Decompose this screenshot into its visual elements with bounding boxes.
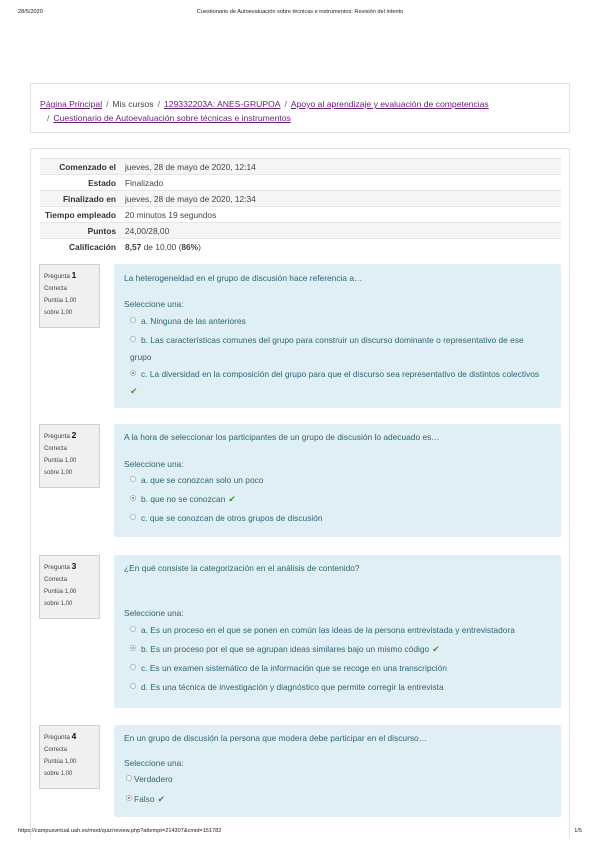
breadcrumb-container <box>30 83 570 133</box>
answer-option[interactable] <box>130 622 551 639</box>
answer-prompt: Seleccione una: <box>124 459 184 469</box>
question-text: A la hora de seleccionar los participantes de un grupo de discusión lo adecuado es… <box>124 432 440 442</box>
check-icon: ✔ <box>157 794 166 804</box>
question-info-4 <box>39 725 100 789</box>
breadcrumb-separator: / <box>157 99 160 109</box>
summary-label: Calificación <box>40 239 122 255</box>
question-content-1 <box>114 264 561 408</box>
question-content-4 <box>114 725 561 817</box>
print-url: https://campusvirtual.uah.es/mod/quiz/review.php?attempt=214307&cmid=151782 <box>18 828 222 834</box>
question-label: Pregunta <box>44 564 70 571</box>
question-content-2 <box>114 424 561 537</box>
question-info-2 <box>39 424 100 488</box>
answer-text: b. Las características comunes del grupo para construir un discurso dominante o representativo de ese <box>141 335 524 345</box>
check-icon: ✔ <box>432 644 440 654</box>
question-text: En un grupo de discusión la persona que modera debe participar en el discurso… <box>124 733 428 743</box>
summary-value: jueves, 28 de mayo de 2020, 12:14 <box>122 159 561 175</box>
question-label: Pregunta <box>44 273 70 280</box>
print-page-number: 1/5 <box>574 828 582 834</box>
answer-prompt: Seleccione una: <box>124 758 184 768</box>
answer-prompt: Seleccione una: <box>124 608 184 618</box>
question-info-1 <box>39 264 100 328</box>
answer-prompt: Seleccione una: <box>124 299 184 309</box>
answer-text: d. Es una técnica de investigación y diagnóstico que permite corregir la entrevista <box>141 682 444 692</box>
breadcrumb <box>40 97 561 125</box>
check-icon: ✔ <box>228 494 236 504</box>
radio-button[interactable] <box>130 683 136 689</box>
question-score: Puntúa 1,00 <box>44 589 77 595</box>
question-max: sobre 1,00 <box>44 470 73 476</box>
breadcrumb-section-link[interactable]: Apoyo al aprendizaje y evaluación de competencias <box>290 99 489 109</box>
question-text: La heterogeneidad en el grupo de discusión hace referencia a… <box>124 273 363 283</box>
check-icon: ✔ <box>130 386 138 396</box>
quiz-review <box>30 148 570 838</box>
answer-option[interactable] <box>130 679 551 696</box>
question-max: sobre 1,00 <box>44 771 73 777</box>
answer-text: Falso <box>134 794 155 804</box>
grade-max: de 10,00 ( <box>141 241 182 252</box>
answer-text: Verdadero <box>134 774 173 784</box>
answer-option[interactable] <box>130 332 551 366</box>
grade-score: 8,57 <box>125 241 142 252</box>
summary-label: Comenzado el <box>40 159 122 175</box>
summary-value: Finalizado <box>122 175 561 191</box>
radio-button-selected[interactable] <box>126 795 132 801</box>
grade-close: ) <box>198 241 201 252</box>
radio-button-selected[interactable] <box>130 495 136 501</box>
summary-value: 20 minutos 19 segundos <box>122 207 561 223</box>
radio-button[interactable] <box>130 317 136 323</box>
radio-button-selected[interactable] <box>130 370 136 376</box>
radio-button-selected[interactable] <box>130 645 136 651</box>
grade-percent: 86% <box>181 241 199 252</box>
question-state: Correcta <box>44 747 68 753</box>
radio-button[interactable] <box>130 476 136 482</box>
answer-text: b. Es un proceso por el que se agrupan ideas similares bajo un mismo código <box>141 644 430 654</box>
summary-row-grade <box>40 239 561 255</box>
summary-value: 24,00/28,00 <box>122 223 561 239</box>
question-score: Puntúa 1,00 <box>44 759 77 765</box>
summary-row-state <box>40 175 561 191</box>
summary-label: Tiempo empleado <box>40 207 122 223</box>
print-title: Cuestionario de Autoevaluación sobre técnicas e instrumentos: Revisión del intento <box>196 9 404 15</box>
question-max: sobre 1,00 <box>44 310 73 316</box>
question-score: Puntúa 1,00 <box>44 298 77 304</box>
breadcrumb-my-courses: Mis cursos <box>112 99 154 109</box>
breadcrumb-home-link[interactable]: Página Principal <box>40 99 103 109</box>
answer-text: a. Es un proceso en el que se ponen en común las ideas de la persona entrevistada y entrevistadora <box>141 625 515 635</box>
summary-label: Estado <box>40 175 122 191</box>
answer-text: c. La diversidad en la composición del grupo para que el discurso sea representativo de distintos colectivos <box>141 369 540 379</box>
answer-option-selected[interactable] <box>130 491 551 508</box>
question-number: 2 <box>71 430 77 440</box>
answer-option[interactable] <box>126 771 551 788</box>
answer-text: b. que no se conozcan <box>141 494 226 504</box>
summary-row-started <box>40 159 561 175</box>
answer-option[interactable] <box>130 660 551 677</box>
breadcrumb-separator: / <box>106 99 109 109</box>
answer-option-selected[interactable] <box>126 791 551 808</box>
breadcrumb-quiz-link[interactable]: Cuestionario de Autoevaluación sobre técnicas e instrumentos <box>53 113 291 123</box>
question-label: Pregunta <box>44 433 70 440</box>
radio-button[interactable] <box>130 664 136 670</box>
answer-text: c. que se conozcan de otros grupos de discusión <box>141 513 323 523</box>
breadcrumb-separator: / <box>47 113 50 123</box>
summary-row-time <box>40 207 561 223</box>
radio-button[interactable] <box>130 336 136 342</box>
breadcrumb-separator: / <box>284 99 287 109</box>
print-header <box>18 9 582 19</box>
answer-text: a. que se conozcan solo un poco <box>141 475 264 485</box>
question-info-3 <box>39 555 100 619</box>
question-label: Pregunta <box>44 734 70 741</box>
summary-value: jueves, 28 de mayo de 2020, 12:34 <box>122 191 561 207</box>
question-content-3 <box>114 555 561 708</box>
answer-option[interactable] <box>130 313 551 330</box>
summary-row-points <box>40 223 561 239</box>
answer-option[interactable] <box>130 510 551 527</box>
summary-label: Finalizado en <box>40 191 122 207</box>
summary-label: Puntos <box>40 223 122 239</box>
question-text: ¿En qué consiste la categorización en el análisis de contenido? <box>124 563 360 573</box>
question-max: sobre 1,00 <box>44 601 73 607</box>
breadcrumb-course-link[interactable]: 129332203A: ANES-GRUPOA <box>163 99 281 109</box>
question-number: 1 <box>71 270 77 280</box>
question-state: Correcta <box>44 286 68 292</box>
answer-option[interactable] <box>130 472 551 489</box>
answer-text-cont: grupo <box>130 352 152 362</box>
print-footer <box>18 828 582 838</box>
print-date: 28/5/2020 <box>18 9 43 15</box>
radio-button[interactable] <box>126 775 132 781</box>
summary-grade-value <box>122 239 561 255</box>
answer-option-selected[interactable] <box>130 366 551 400</box>
answer-text: a. Ninguna de las anteriores <box>141 316 246 326</box>
attempt-summary-table <box>40 158 561 255</box>
radio-button[interactable] <box>130 626 136 632</box>
summary-row-finished <box>40 191 561 207</box>
answer-option-selected[interactable] <box>130 641 551 658</box>
radio-button[interactable] <box>130 514 136 520</box>
question-number: 4 <box>71 731 77 741</box>
answer-text: c. Es un examen sistemático de la información que se recoge en una transcripción <box>141 663 447 673</box>
question-score: Puntúa 1,00 <box>44 458 77 464</box>
question-number: 3 <box>71 561 77 571</box>
question-state: Correcta <box>44 446 68 452</box>
question-state: Correcta <box>44 577 68 583</box>
